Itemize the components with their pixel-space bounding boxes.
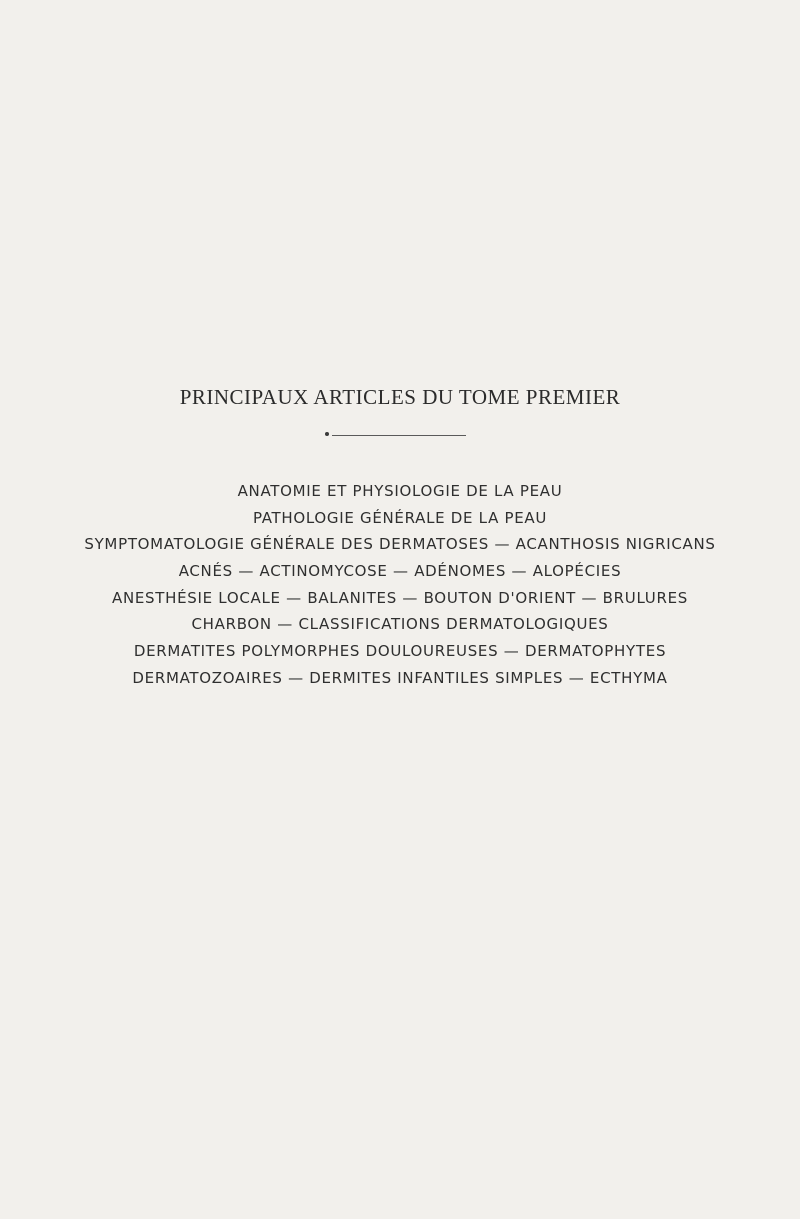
page-heading: PRINCIPAUX ARTICLES DU TOME PREMIER xyxy=(179,385,621,409)
heading-divider xyxy=(332,435,466,436)
article-line: SYMPTOMATOLOGIE GÉNÉRALE DES DERMATOSES — ACANTHOSIS NIGRICANS xyxy=(84,535,716,554)
article-list xyxy=(0,478,800,692)
article-line: ANATOMIE ET PHYSIOLOGIE DE LA PEAU xyxy=(237,482,563,500)
article-line: ACNÉS — ACTINOMYCOSE — ADÉNOMES — ALOPÉCIES xyxy=(178,562,622,581)
article-line: DERMATOZOAIRES — DERMITES INFANTILES SIMPLES — ECTHYMA xyxy=(132,668,668,687)
article-line: ANESTHÉSIE LOCALE — BALANITES — BOUTON D'ORIENT — BRULURES xyxy=(112,588,688,607)
ornament-dot xyxy=(325,432,329,436)
article-line: CHARBON — CLASSIFICATIONS DERMATOLOGIQUES xyxy=(191,615,609,634)
article-line: DERMATITES POLYMORPHES DOULOUREUSES — DERMATOPHYTES xyxy=(133,642,667,661)
article-line: PATHOLOGIE GÉNÉRALE DE LA PEAU xyxy=(252,508,548,527)
